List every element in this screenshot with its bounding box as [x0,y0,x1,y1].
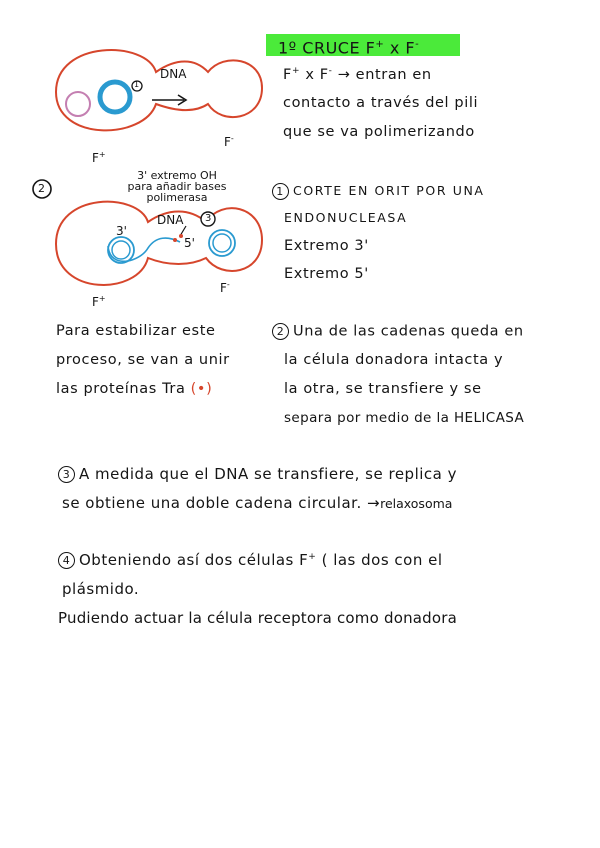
step1-line-4: Extremo 5' [284,266,369,282]
step4-line-2: plásmido. [62,580,140,598]
diagram2-tra-dot [179,234,183,238]
diagram2-5prime-label: 5' [184,236,195,250]
diagram1-plasmid [100,82,130,112]
tra-protein-symbol: (•) [190,381,213,397]
step2-line-4: separa por medio de la HELICASA [284,410,525,426]
step3-number: 3 [58,466,75,483]
diagram2-donor-label: F+ [92,294,106,309]
step1-number: 1 [272,183,289,200]
page-title: 1º CRUCE F+ x F- [266,34,460,56]
intro-line-2: contacto a través del pili [283,95,479,111]
diagram1-cell-outline [56,50,262,130]
diagram1-small-plasmid [66,92,90,116]
step2-number: 2 [272,323,289,340]
diagram1-dna-label: DNA [160,67,187,81]
diagram1-donor-label: F+ [92,150,106,165]
step3-line-2: se obtiene una doble cadena circular. →relaxosoma [62,494,453,512]
step3-line-1: 3 A medida que el DNA se transfiere, se replica y [58,465,457,483]
diagram2-recipient-plasmid-inner [213,234,231,252]
step4-line-3: Pudiendo actuar la célula receptora como donadora [58,609,458,627]
step2-line-3: la otra, se transfiere y se [284,381,482,397]
diagram2-annotation: 3' extremo OH para añadir bases polimerasa [127,169,227,204]
intro-line-3: que se va polimerizando [283,124,475,140]
intro-line-1: F+ x F- → entran en [283,66,432,83]
diagram2-number: 2 [38,182,45,195]
diagram1-recipient-label: F- [224,134,234,149]
diagram2-dna-label: DNA [157,213,184,227]
diagram2-recipient-label: F- [220,280,230,295]
step1-line-2: ENDONUCLEASA [284,210,408,225]
note-line-3: las proteínas Tra (•) [56,381,213,397]
note-line-2: proceso, se van a unir [56,352,230,368]
step4-number: 4 [58,552,75,569]
diagram2-donor-plasmid-inner [112,241,130,259]
diagram1-step-number: 1 [134,80,140,89]
step1-line-3: Extremo 3' [284,238,369,254]
note-line-1: Para estabilizar este [56,323,216,339]
step1-line-1: 1 CORTE EN ORIT POR UNA [272,183,485,200]
step2-line-2: la célula donadora intacta y [284,352,504,368]
diagram2-3prime-label: 3' [116,224,127,238]
step2-line-1: 2 Una de las cadenas queda en [272,323,524,340]
step4-line-1: 4 Obteniendo así dos células F+ ( las dos con el [58,551,443,569]
diagram2-step-number: 3 [205,213,212,224]
diagram2-tra-dot [173,238,177,242]
